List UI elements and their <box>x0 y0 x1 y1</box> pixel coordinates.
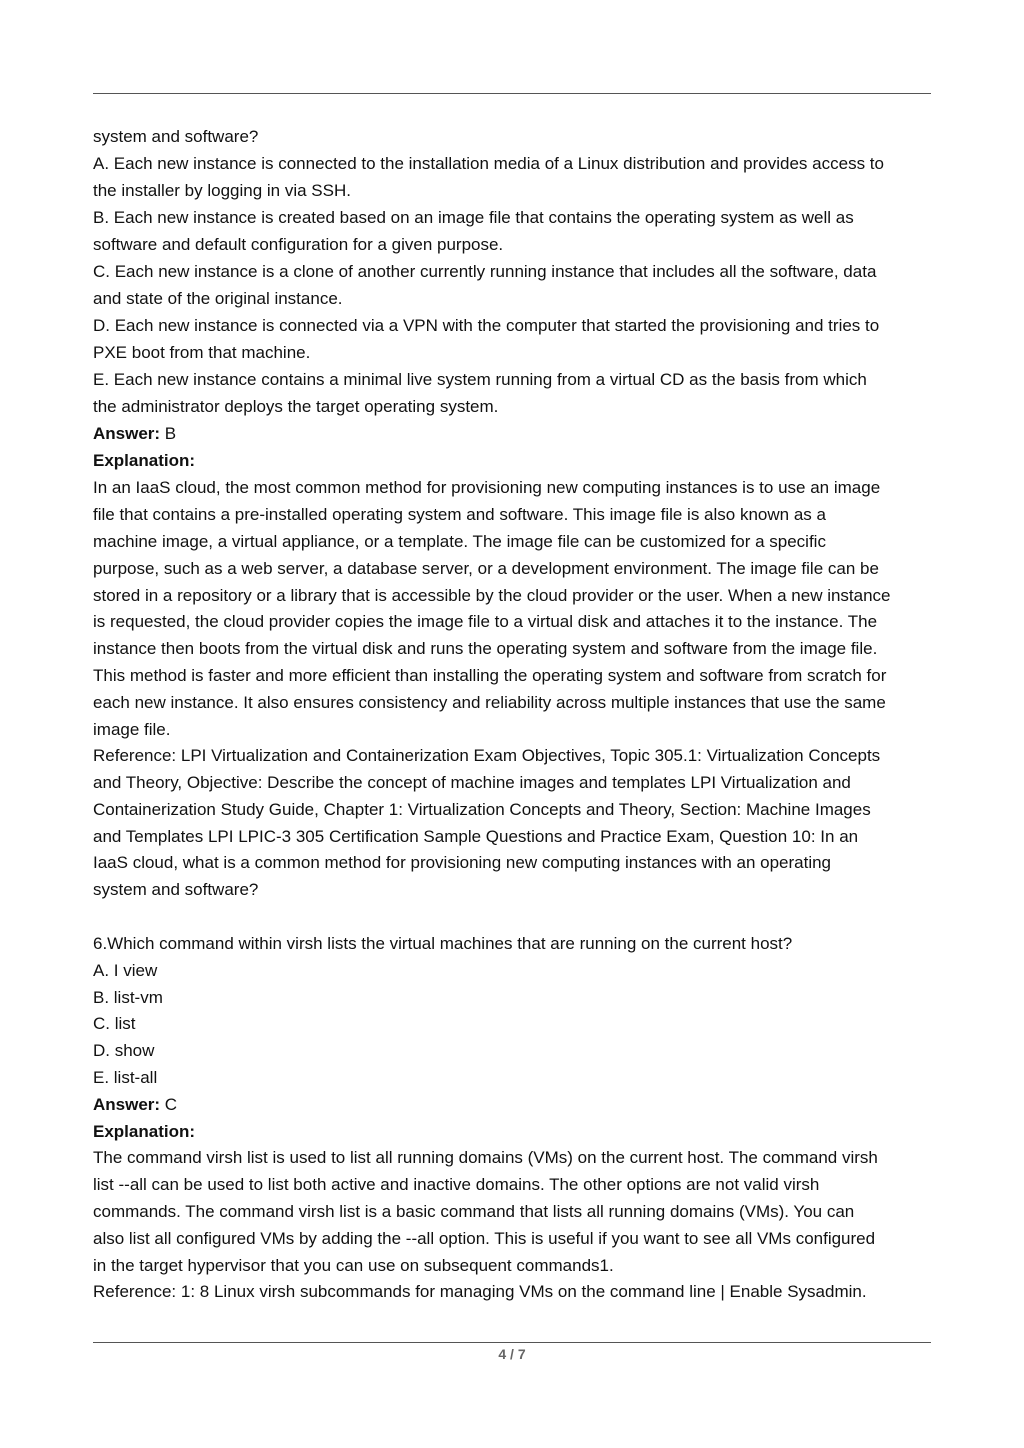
q6-option-b: B. list-vm <box>93 988 163 1007</box>
footer-divider <box>93 1342 931 1343</box>
q6-explanation-line: The command virsh list is used to list all running domains (VMs) on the current host. The command virsh <box>93 1148 878 1167</box>
answer-label: Answer: <box>93 1095 161 1114</box>
q5-answer <box>93 424 176 444</box>
q5-option-c-line1: C. Each new instance is a clone of another currently running instance that includes all the software, data <box>93 262 877 281</box>
q5-explanation-line: is requested, the cloud provider copies the image file to a virtual disk and attaches it to the instance. The <box>93 612 878 631</box>
q6-answer <box>93 1095 177 1115</box>
q5-option-d-line2: PXE boot from that machine. <box>93 343 311 362</box>
q5-reference-line: Reference: LPI Virtualization and Containerization Exam Objectives, Topic 305.1: Virtualization Concepts <box>93 746 881 765</box>
q5-reference-line: and Templates LPI LPIC-3 305 Certification Sample Questions and Practice Exam, Question 10: In an <box>93 827 859 846</box>
q6-option-e: E. list-all <box>93 1068 158 1087</box>
q5-option-a-line1: A. Each new instance is connected to the installation media of a Linux distribution and provides access to <box>93 154 884 173</box>
q5-reference-line: IaaS cloud, what is a common method for provisioning new computing instances with an operating <box>93 853 832 872</box>
q5-explanation-line: purpose, such as a web server, a database server, or a development environment. The image file can be <box>93 559 879 578</box>
q5-explanation-line: stored in a repository or a library that is accessible by the cloud provider or the user. When a new instance <box>93 586 891 605</box>
question-5-end: system and software? <box>93 127 259 146</box>
q5-explanation-line: instance then boots from the virtual disk and runs the operating system and software from the image file. <box>93 639 878 658</box>
q6-explanation-line: list --all can be used to list both active and inactive domains. The other options are not valid virsh <box>93 1175 820 1194</box>
q5-option-e-line1: E. Each new instance contains a minimal live system running from a virtual CD as the basis from which <box>93 370 867 389</box>
header-divider <box>93 93 931 94</box>
page-number: 4 / 7 <box>498 1346 526 1362</box>
q5-reference-line: and Theory, Objective: Describe the concept of machine images and templates LPI Virtualization and <box>93 773 851 792</box>
question-6-text: 6.Which command within virsh lists the virtual machines that are running on the current host? <box>93 934 793 953</box>
answer-value: C <box>160 1095 178 1114</box>
q6-explanation-line: in the target hypervisor that you can use on subsequent commands1. <box>93 1256 614 1275</box>
q5-explanation-line: machine image, a virtual appliance, or a template. The image file can be customized for a specific <box>93 532 826 551</box>
q5-reference-line: system and software? <box>93 880 259 899</box>
answer-value: B <box>160 424 177 443</box>
q5-option-e-line2: the administrator deploys the target operating system. <box>93 397 499 416</box>
q6-explanation-line: commands. The command virsh list is a basic command that lists all running domains (VMs). You can <box>93 1202 855 1221</box>
q5-explanation-line: image file. <box>93 720 171 739</box>
q5-option-b-line2: software and default configuration for a given purpose. <box>93 235 504 254</box>
q6-option-d: D. show <box>93 1041 155 1060</box>
q5-explanation-line: each new instance. It also ensures consistency and reliability across multiple instances that use the same <box>93 693 886 712</box>
q5-option-a-line2: the installer by logging in via SSH. <box>93 181 351 200</box>
q5-option-d-line1: D. Each new instance is connected via a VPN with the computer that started the provisioning and tries to <box>93 316 880 335</box>
q5-explanation-line: In an IaaS cloud, the most common method for provisioning new computing instances is to use an image <box>93 478 881 497</box>
q5-explanation-line: This method is faster and more efficient than installing the operating system and software from scratch for <box>93 666 887 685</box>
q6-option-c: C. list <box>93 1014 136 1033</box>
q6-option-a: A. I view <box>93 961 158 980</box>
q5-explanation-line: file that contains a pre-installed operating system and software. This image file is also known as a <box>93 505 826 524</box>
q5-explanation-label: Explanation: <box>93 451 196 470</box>
q6-explanation-label: Explanation: <box>93 1122 196 1141</box>
answer-label: Answer: <box>93 424 161 443</box>
q5-reference-line: Containerization Study Guide, Chapter 1: Virtualization Concepts and Theory, Section: Machine Images <box>93 800 871 819</box>
q5-option-c-line2: and state of the original instance. <box>93 289 343 308</box>
q6-explanation-line: also list all configured VMs by adding the --all option. This is useful if you want to see all VMs configured <box>93 1229 876 1248</box>
q6-reference-line: Reference: 1: 8 Linux virsh subcommands for managing VMs on the command line | Enable Sysadmin. <box>93 1282 867 1301</box>
q5-option-b-line1: B. Each new instance is created based on an image file that contains the operating system as well as <box>93 208 854 227</box>
